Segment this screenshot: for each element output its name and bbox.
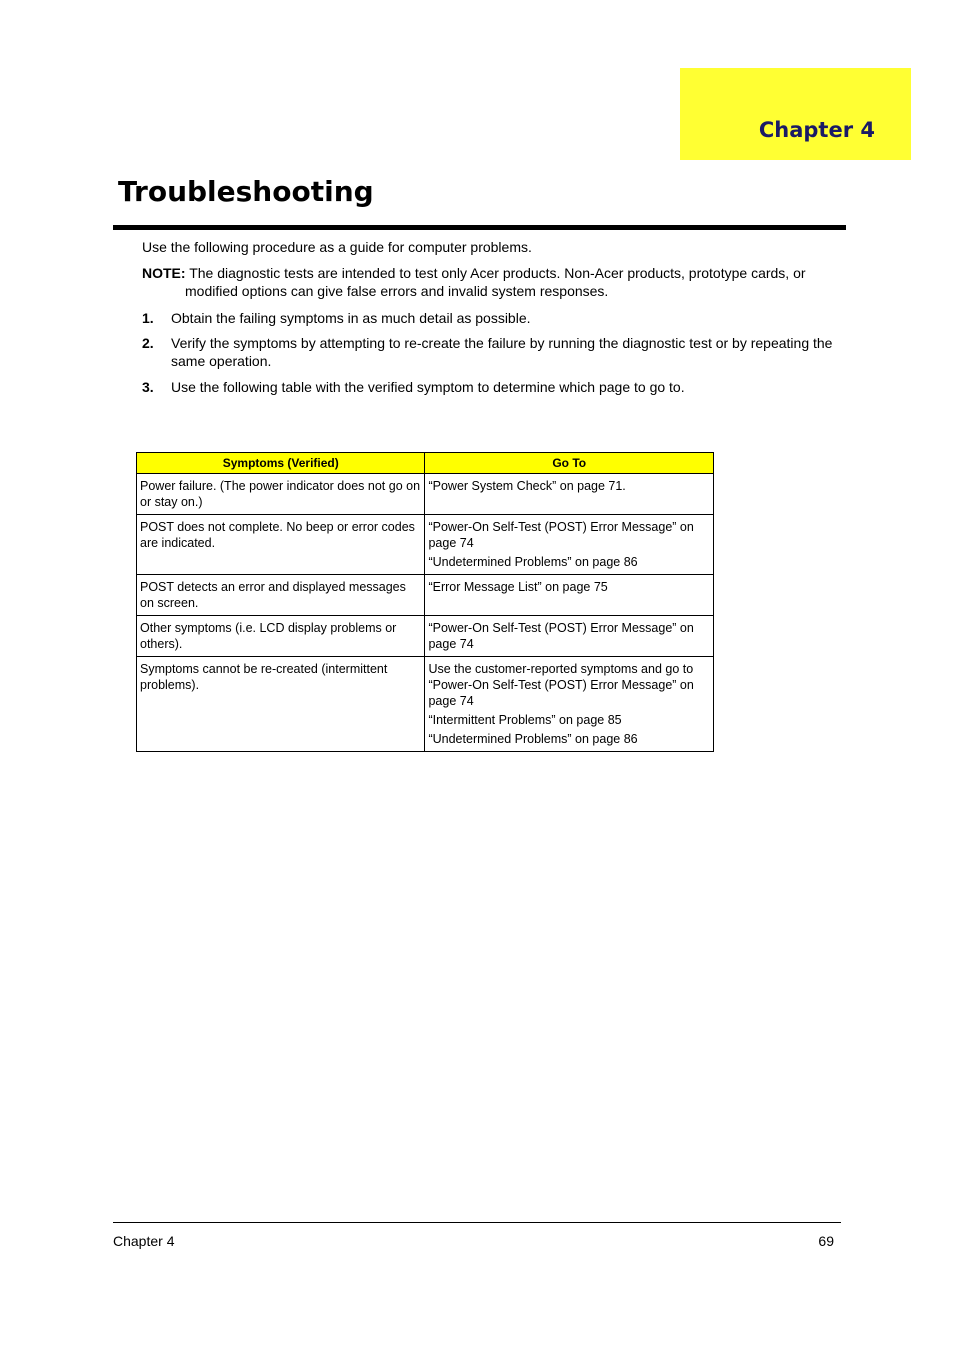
goto-cell	[425, 657, 714, 752]
step-item	[142, 334, 842, 370]
step-number: 1.	[142, 310, 154, 326]
column-header-symptoms: Symptoms (Verified)	[137, 453, 425, 474]
column-header-goto: Go To	[425, 453, 714, 474]
symptom-cell: Other symptoms (i.e. LCD display problems or others).	[137, 616, 425, 657]
step-number: 3.	[142, 379, 154, 395]
footer-chapter: Chapter 4	[113, 1233, 175, 1249]
goto-reference: “Power System Check” on page 71.	[428, 479, 626, 493]
step-text: Obtain the failing symptoms in as much detail as possible.	[171, 310, 531, 326]
chapter-banner	[680, 68, 911, 160]
goto-cell	[425, 575, 714, 616]
goto-cell	[425, 474, 714, 515]
table-row	[137, 616, 714, 657]
step-text: Verify the symptoms by attempting to re-create the failure by running the diagnostic test or by repeating the same operation.	[171, 335, 833, 369]
chapter-label: Chapter 4	[758, 118, 875, 142]
goto-reference: “Power-On Self-Test (POST) Error Message” on page 74	[428, 520, 694, 550]
intro-paragraph: Use the following procedure as a guide for computer problems.	[142, 239, 532, 255]
goto-reference: “Error Message List” on page 75	[428, 580, 608, 594]
step-text: Use the following table with the verified symptom to determine which page to go to.	[171, 379, 685, 395]
table-row	[137, 515, 714, 575]
table-header-row	[137, 453, 714, 474]
symptoms-table	[136, 452, 714, 752]
step-item	[142, 378, 842, 396]
table-row	[137, 575, 714, 616]
note-label: NOTE:	[142, 265, 186, 281]
symptom-cell: Symptoms cannot be re-created (intermittent problems).	[137, 657, 425, 752]
goto-reference: “Power-On Self-Test (POST) Error Message” on page 74	[428, 621, 694, 651]
page-number: 69	[818, 1233, 834, 1249]
table-row	[137, 657, 714, 752]
title-divider	[113, 225, 846, 230]
goto-reference: “Intermittent Problems” on page 85	[428, 713, 622, 727]
note-text-first: The diagnostic tests are intended to test only Acer products. Non-Acer products, prototype cards, or	[189, 265, 806, 281]
goto-cell	[425, 616, 714, 657]
note-paragraph	[142, 264, 842, 300]
symptom-cell: Power failure. (The power indicator does not go on or stay on.)	[137, 474, 425, 515]
page-title: Troubleshooting	[118, 175, 374, 208]
step-item	[142, 309, 842, 327]
step-number: 2.	[142, 335, 154, 351]
note-text-rest: modified options can give false errors and invalid system responses.	[185, 283, 609, 299]
symptom-cell: POST does not complete. No beep or error codes are indicated.	[137, 515, 425, 575]
goto-cell	[425, 515, 714, 575]
goto-reference: “Undetermined Problems” on page 86	[428, 555, 638, 569]
footer-divider	[113, 1222, 841, 1223]
goto-reference: “Undetermined Problems” on page 86	[428, 732, 638, 746]
table-row	[137, 474, 714, 515]
symptom-cell: POST detects an error and displayed messages on screen.	[137, 575, 425, 616]
goto-reference: Use the customer-reported symptoms and go to “Power-On Self-Test (POST) Error Message” on page 74	[428, 662, 694, 708]
